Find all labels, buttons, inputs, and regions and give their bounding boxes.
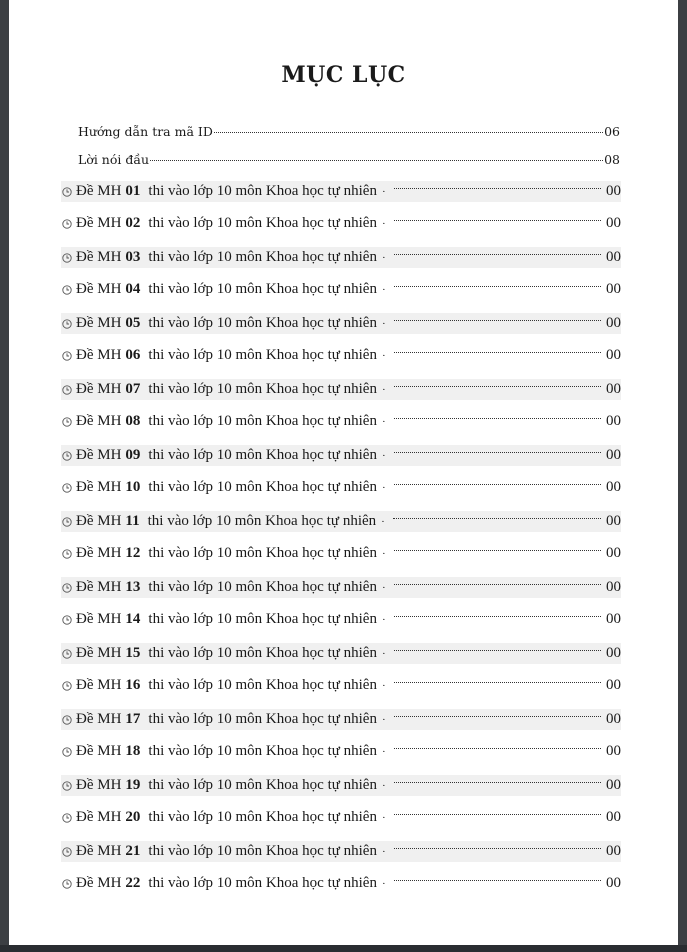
clock-icon <box>62 649 72 659</box>
clock-icon <box>62 549 72 559</box>
entry-page-number: 00 <box>606 249 621 265</box>
clock-icon <box>62 385 72 395</box>
entry-number: 08 <box>125 413 141 429</box>
entry-description: thi vào lớp 10 môn Khoa học tự nhiên <box>148 249 377 265</box>
entry-description: thi vào lớp 10 môn Khoa học tự nhiên <box>148 381 377 397</box>
entry-page-number: 00 <box>606 579 621 595</box>
entry-description: thi vào lớp 10 môn Khoa học tự nhiên <box>148 183 377 199</box>
entry-page-number: 00 <box>606 215 621 231</box>
entry-page-number: 00 <box>606 545 621 561</box>
entry-number: 20 <box>125 809 141 825</box>
toc-entry[interactable] <box>61 511 621 532</box>
entry-prefix: Đề MH <box>76 447 122 463</box>
dot-leader <box>394 418 601 419</box>
entry-bullet: · <box>381 185 386 198</box>
entry-description: thi vào lớp 10 môn Khoa học tự nhiên <box>148 809 377 825</box>
dot-leader <box>394 716 601 717</box>
entry-page-number: 00 <box>606 711 621 727</box>
entry-description: thi vào lớp 10 môn Khoa học tự nhiên <box>148 579 377 595</box>
entry-prefix: Đề MH <box>76 315 122 331</box>
toc-entry[interactable] <box>61 181 621 202</box>
entry-prefix: Đề MH <box>76 875 122 891</box>
clock-icon <box>62 715 72 725</box>
entry-number: 16 <box>125 677 141 693</box>
entry-bullet: · <box>381 679 386 692</box>
clock-icon <box>62 747 72 757</box>
entry-prefix: Đề MH <box>76 215 122 231</box>
entry-bullet: · <box>381 481 386 494</box>
dot-leader <box>394 220 601 221</box>
entry-description: thi vào lớp 10 môn Khoa học tự nhiên <box>148 843 377 859</box>
document-page <box>9 0 678 945</box>
entry-prefix: Đề MH <box>76 513 122 529</box>
entry-number: 02 <box>125 215 141 231</box>
entry-number: 10 <box>125 479 141 495</box>
entry-number: 09 <box>125 447 141 463</box>
entry-bullet: · <box>381 283 386 296</box>
entry-bullet: · <box>381 317 386 330</box>
toc-entry[interactable] <box>61 213 621 234</box>
entry-number: 05 <box>125 315 141 331</box>
dot-leader <box>394 550 601 551</box>
toc-entry[interactable] <box>61 379 621 400</box>
entry-bullet: · <box>381 581 386 594</box>
clock-icon <box>62 483 72 493</box>
toc-entry[interactable] <box>61 841 621 862</box>
entry-prefix: Đề MH <box>76 809 122 825</box>
toc-front-label: Lời nói đầu <box>78 152 150 167</box>
dot-leader <box>394 584 601 585</box>
toc-entry[interactable] <box>61 445 621 466</box>
entry-prefix: Đề MH <box>76 183 122 199</box>
page-title: MỤC LỤC <box>281 62 406 88</box>
entry-number: 01 <box>125 183 141 199</box>
clock-icon <box>62 417 72 427</box>
toc-entry[interactable] <box>61 577 621 598</box>
dot-leader <box>214 132 603 133</box>
entry-number: 19 <box>125 777 141 793</box>
entry-page-number: 00 <box>606 743 621 759</box>
entry-prefix: Đề MH <box>76 249 122 265</box>
entry-bullet: · <box>381 745 386 758</box>
entry-number: 06 <box>125 347 141 363</box>
entry-page-number: 00 <box>606 843 621 859</box>
entry-prefix: Đề MH <box>76 711 122 727</box>
dot-leader <box>394 286 601 287</box>
entry-page-number: 00 <box>606 677 621 693</box>
dot-leader <box>394 650 601 651</box>
entry-prefix: Đề MH <box>76 347 122 363</box>
entry-page-number: 00 <box>606 347 621 363</box>
entry-bullet: · <box>381 415 386 428</box>
clock-icon <box>62 253 72 263</box>
entry-prefix: Đề MH <box>76 545 122 561</box>
entry-prefix: Đề MH <box>76 281 122 297</box>
entry-bullet: · <box>381 877 386 890</box>
entry-description: thi vào lớp 10 môn Khoa học tự nhiên <box>148 611 377 627</box>
entry-bullet: · <box>381 713 386 726</box>
entry-bullet: · <box>381 811 386 824</box>
entry-bullet: · <box>381 449 386 462</box>
dot-leader <box>394 320 601 321</box>
entry-page-number: 00 <box>606 611 621 627</box>
entry-number: 03 <box>125 249 141 265</box>
entry-description: thi vào lớp 10 môn Khoa học tự nhiên <box>148 645 377 661</box>
entry-number: 21 <box>125 843 141 859</box>
clock-icon <box>62 681 72 691</box>
clock-icon <box>62 879 72 889</box>
dot-leader <box>394 880 601 881</box>
toc-front-page: 08 <box>604 152 620 167</box>
dot-leader <box>394 848 601 849</box>
dot-leader <box>393 518 601 519</box>
toc-entry[interactable] <box>61 247 621 268</box>
clock-icon <box>62 285 72 295</box>
entry-description: thi vào lớp 10 môn Khoa học tự nhiên <box>148 281 377 297</box>
viewer-bottom-edge <box>0 945 687 952</box>
toc-entry[interactable] <box>61 807 621 828</box>
dot-leader <box>394 616 601 617</box>
dot-leader <box>394 254 601 255</box>
toc-entry[interactable] <box>61 741 621 762</box>
entry-prefix: Đề MH <box>76 611 122 627</box>
toc-entry[interactable] <box>61 643 621 664</box>
entry-prefix: Đề MH <box>76 413 122 429</box>
entry-bullet: · <box>381 515 385 528</box>
toc-entry[interactable] <box>61 775 621 796</box>
entry-number: 07 <box>125 381 141 397</box>
toc-entry[interactable] <box>61 477 621 498</box>
toc-entry[interactable] <box>61 279 621 300</box>
entry-page-number: 00 <box>606 513 621 529</box>
entry-prefix: Đề MH <box>76 843 122 859</box>
entry-prefix: Đề MH <box>76 381 122 397</box>
entry-description: thi vào lớp 10 môn Khoa học tự nhiên <box>148 545 377 561</box>
clock-icon <box>62 583 72 593</box>
clock-icon <box>62 517 72 527</box>
entry-description: thi vào lớp 10 môn Khoa học tự nhiên <box>148 711 377 727</box>
entry-description: thi vào lớp 10 môn Khoa học tự nhiên <box>148 215 377 231</box>
entry-number: 13 <box>125 579 141 595</box>
entry-bullet: · <box>381 613 386 626</box>
dot-leader <box>394 782 601 783</box>
entry-bullet: · <box>381 383 386 396</box>
entry-page-number: 00 <box>606 315 621 331</box>
entry-page-number: 00 <box>606 447 621 463</box>
entry-prefix: Đề MH <box>76 479 122 495</box>
entry-number: 11 <box>125 513 140 529</box>
entry-number: 17 <box>125 711 141 727</box>
entry-bullet: · <box>381 647 386 660</box>
toc-front-label: Hướng dẫn tra mã ID <box>78 124 213 139</box>
clock-icon <box>62 847 72 857</box>
entry-bullet: · <box>381 547 386 560</box>
entry-description: thi vào lớp 10 môn Khoa học tự nhiên <box>148 413 377 429</box>
entry-number: 22 <box>125 875 141 891</box>
entry-page-number: 00 <box>606 777 621 793</box>
entry-page-number: 00 <box>606 875 621 891</box>
toc-entry[interactable] <box>61 543 621 564</box>
toc-front-item[interactable] <box>78 152 620 167</box>
entry-description: thi vào lớp 10 môn Khoa học tự nhiên <box>148 777 377 793</box>
clock-icon <box>62 187 72 197</box>
entry-page-number: 00 <box>606 381 621 397</box>
entry-description: thi vào lớp 10 môn Khoa học tự nhiên <box>148 479 377 495</box>
dot-leader <box>394 386 601 387</box>
entry-page-number: 00 <box>606 479 621 495</box>
toc-entry[interactable] <box>61 609 621 630</box>
entry-page-number: 00 <box>606 281 621 297</box>
entry-description: thi vào lớp 10 môn Khoa học tự nhiên <box>147 513 377 529</box>
entry-number: 18 <box>125 743 141 759</box>
entry-page-number: 00 <box>606 413 621 429</box>
entry-number: 15 <box>125 645 141 661</box>
entry-prefix: Đề MH <box>76 777 122 793</box>
entry-description: thi vào lớp 10 môn Khoa học tự nhiên <box>148 743 377 759</box>
dot-leader <box>394 748 601 749</box>
toc-entry[interactable] <box>61 675 621 696</box>
entry-bullet: · <box>381 251 386 264</box>
clock-icon <box>62 813 72 823</box>
entry-bullet: · <box>381 845 386 858</box>
clock-icon <box>62 781 72 791</box>
entry-prefix: Đề MH <box>76 579 122 595</box>
entry-page-number: 00 <box>606 809 621 825</box>
entry-description: thi vào lớp 10 môn Khoa học tự nhiên <box>148 677 377 693</box>
entry-number: 04 <box>125 281 141 297</box>
entry-description: thi vào lớp 10 môn Khoa học tự nhiên <box>148 447 377 463</box>
dot-leader <box>394 682 601 683</box>
dot-leader <box>394 484 601 485</box>
entry-number: 12 <box>125 545 141 561</box>
entry-number: 14 <box>125 611 141 627</box>
dot-leader <box>394 452 601 453</box>
clock-icon <box>62 219 72 229</box>
toc-entry[interactable] <box>61 345 621 366</box>
toc-front-page: 06 <box>604 124 620 139</box>
entry-description: thi vào lớp 10 môn Khoa học tự nhiên <box>148 347 377 363</box>
toc-entry[interactable] <box>61 411 621 432</box>
dot-leader <box>394 188 601 189</box>
entry-prefix: Đề MH <box>76 645 122 661</box>
dot-leader <box>150 160 603 161</box>
entry-bullet: · <box>381 217 386 230</box>
toc-front-item[interactable] <box>78 124 620 139</box>
entry-bullet: · <box>381 349 386 362</box>
entry-prefix: Đề MH <box>76 743 122 759</box>
entry-description: thi vào lớp 10 môn Khoa học tự nhiên <box>148 875 377 891</box>
clock-icon <box>62 615 72 625</box>
entry-page-number: 00 <box>606 645 621 661</box>
clock-icon <box>62 319 72 329</box>
toc-entry[interactable] <box>61 873 621 894</box>
dot-leader <box>394 352 601 353</box>
entry-bullet: · <box>381 779 386 792</box>
toc-entry[interactable] <box>61 709 621 730</box>
entry-page-number: 00 <box>606 183 621 199</box>
entry-description: thi vào lớp 10 môn Khoa học tự nhiên <box>148 315 377 331</box>
dot-leader <box>394 814 601 815</box>
clock-icon <box>62 351 72 361</box>
clock-icon <box>62 451 72 461</box>
entry-prefix: Đề MH <box>76 677 122 693</box>
toc-entry[interactable] <box>61 313 621 334</box>
